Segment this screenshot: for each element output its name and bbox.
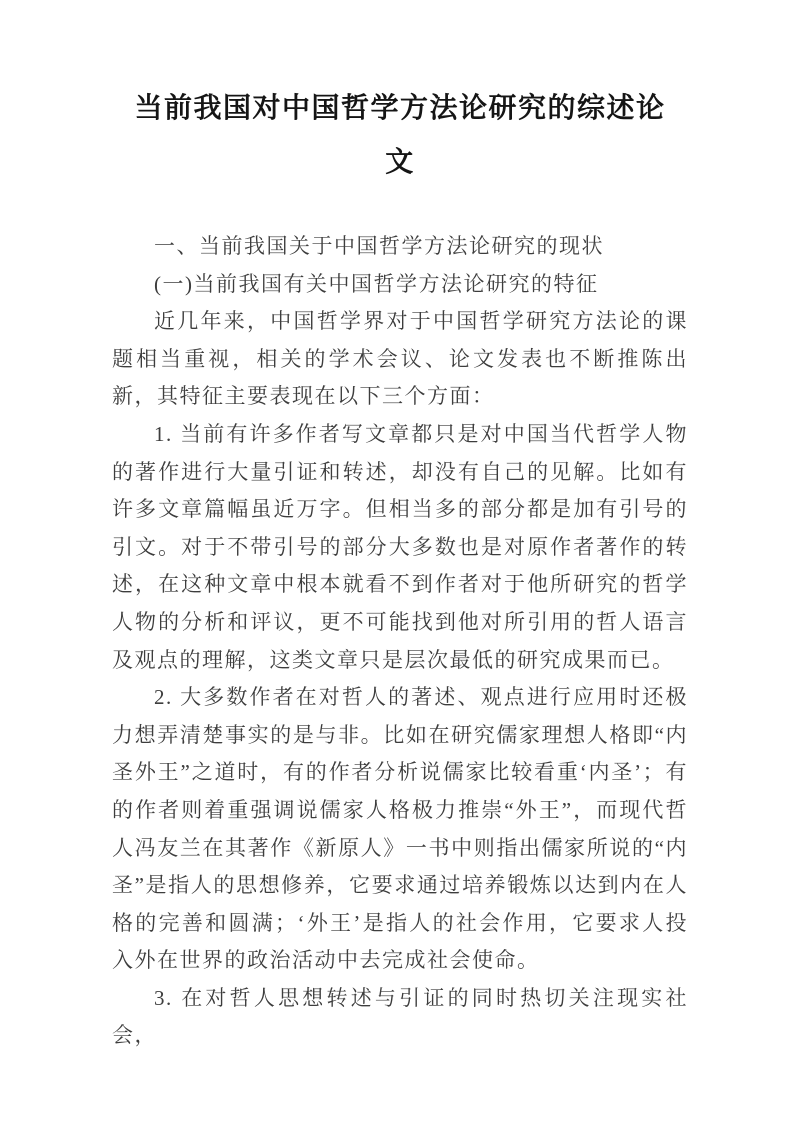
subsection-heading-1: (一)当前我国有关中国哲学方法论研究的特征 [154, 271, 599, 296]
paragraph-point-3: 3. 在对哲人思想转述与引证的同时热切关注现实社会， [112, 985, 688, 1048]
paragraph-point-1: 1. 当前有许多作者写文章都只是对中国当代哲学人物的著作进行大量引证和转述，却没有自己的见解。比如有许多文章篇幅虽近万字。但相当多的部分都是加有引号的引文。对于不带引号的部分大多数也是对原作者著作的转述，在这种文章中根本就看不到作者对于他所研究的哲学人物的分析和评议，更不可能找到他对所引用的哲人语言及观点的理解，这类文章只是层次最低的研究成果而已。 [112, 421, 688, 672]
paragraph-intro: 近几年来，中国哲学界对于中国哲学研究方法论的课题相当重视，相关的学术会议、论文发表也不断推陈出新，其特征主要表现在以下三个方面： [112, 309, 688, 409]
paragraph-point-2: 2. 大多数作者在对哲人的著述、观点进行应用时还极力想弄清楚事实的是与非。比如在研究儒家理想人格即“内圣外王”之道时，有的作者分析说儒家比较看重‘内圣’；有的作者则着重强调说儒家人格极力推崇“外王”，而现代哲人冯友兰在其著作《新原人》一书中则指出儒家所说的“内圣”是指人的思想修养，它要求通过培养锻炼以达到内在人格的完善和圆满；‘外王’是指人的社会作用，它要求人投入外在世界的政治活动中去完成社会使命。 [112, 685, 688, 973]
document-title: 当前我国对中国哲学方法论研究的综述论文 [134, 93, 666, 178]
section-heading-1: 一、当前我国关于中国哲学方法论研究的现状 [154, 234, 604, 258]
document-body [112, 228, 688, 1055]
